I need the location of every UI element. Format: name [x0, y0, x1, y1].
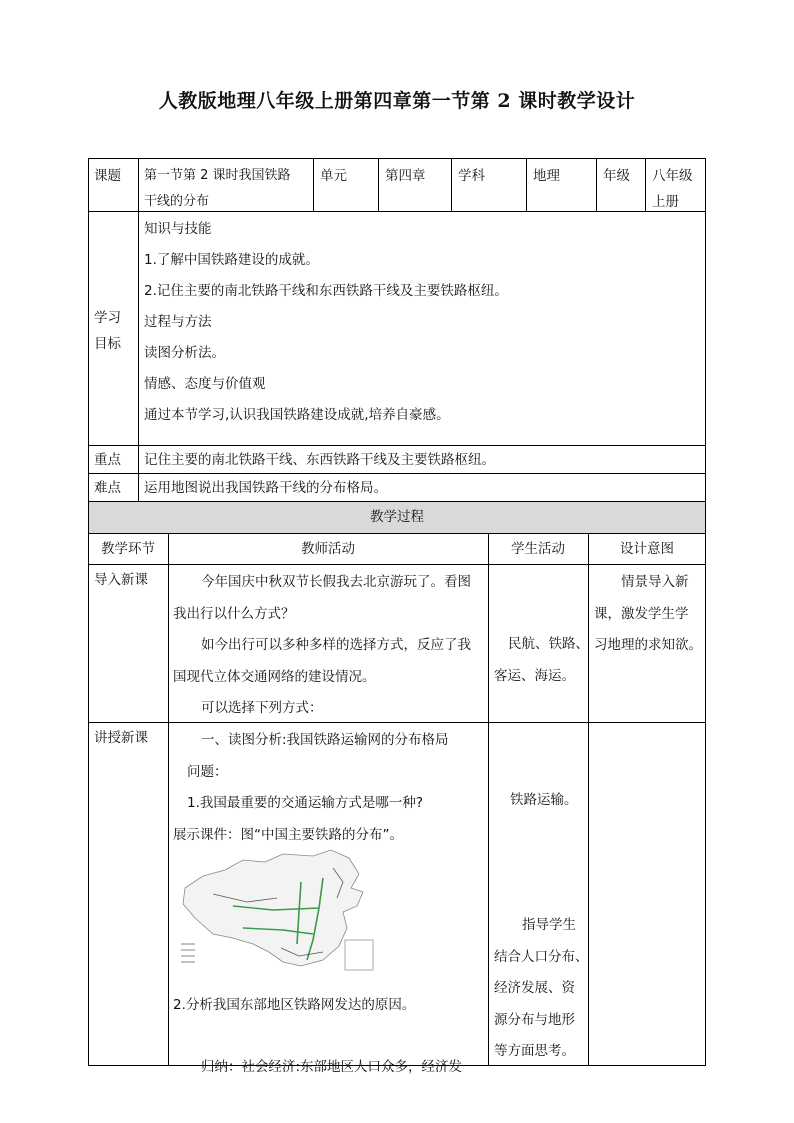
- col-stage-header: 教学环节: [101, 541, 155, 557]
- objective-line: 读图分析法。: [144, 345, 225, 361]
- lesson-student-line: 结合人口分布、: [494, 948, 589, 965]
- topic-value-line: 干线的分布: [144, 194, 210, 209]
- intro-teacher-line: 可以选择下列方式：: [201, 700, 323, 716]
- china-railway-map: [173, 848, 383, 976]
- lesson-teacher-line: 归纳：社会经济:东部地区人口众多，经济发: [201, 1059, 463, 1075]
- hline: [88, 564, 706, 565]
- lesson-teacher-line: 1.我国最重要的交通运输方式是哪一种?: [187, 795, 424, 811]
- vline: [705, 158, 706, 1066]
- objectives-label-line: 学习: [94, 310, 121, 326]
- objective-line: 2.记住主要的南北铁路干线和东西铁路干线及主要铁路枢纽。: [144, 283, 508, 299]
- objectives-content: [144, 214, 508, 431]
- col-teacher-header: 教师活动: [301, 541, 355, 557]
- subject-value: 地理: [533, 168, 560, 184]
- vline: [451, 158, 452, 211]
- objective-line: 知识与技能: [144, 221, 212, 237]
- hline: [88, 501, 706, 502]
- objective-line: 过程与方法: [144, 314, 212, 330]
- intro-student-line: 民航、铁路、: [508, 636, 589, 652]
- topic-value-line: 第一节第 2 课时我国铁路: [144, 168, 291, 183]
- south-sea-inset: [345, 940, 373, 970]
- key-point-label: 重点: [94, 452, 121, 468]
- grade-value: [652, 163, 693, 215]
- objectives-label-line: 目标: [94, 336, 121, 352]
- vline: [378, 158, 379, 211]
- process-header: 教学过程: [370, 509, 424, 525]
- intro-intent: [594, 567, 702, 662]
- hline: [88, 158, 706, 159]
- subject-label: 学科: [458, 168, 485, 184]
- intro-student: [494, 629, 589, 692]
- hline: [88, 533, 706, 534]
- topic-value: [144, 163, 291, 215]
- intro-teacher-line: 国现代立体交通网络的建设情况。: [173, 668, 376, 685]
- lesson-student-line: 等方面思考。: [494, 1043, 575, 1059]
- intro-teacher-line: 我出行以什么方式？: [173, 605, 295, 622]
- new-lesson-teacher-top: [173, 725, 485, 851]
- new-lesson-teacher-bottom: [173, 974, 485, 1098]
- objective-line: 1.了解中国铁路建设的成就。: [144, 252, 319, 268]
- grade-value-line: 八年级: [652, 168, 693, 184]
- lesson-teacher-line: 2.分析我国东部地区铁路网发达的原因。: [173, 997, 416, 1013]
- new-lesson-student-bottom: [494, 910, 589, 1068]
- page-title: 人教版地理八年级上册第四章第一节第 2 课时教学设计: [158, 90, 636, 112]
- topic-label: 课题: [94, 168, 121, 184]
- lesson-teacher-line: 问题：: [187, 763, 228, 780]
- hline: [88, 445, 706, 446]
- intro-intent-line: 习地理的求知欲。: [594, 637, 702, 653]
- intro-teacher: [173, 567, 485, 725]
- new-lesson-student-top: 铁路运输。: [510, 792, 578, 808]
- map-legend: [181, 944, 195, 962]
- vline: [313, 158, 314, 211]
- vline: [526, 158, 527, 211]
- grade-value-line: 上册: [652, 194, 679, 210]
- vline: [138, 158, 139, 501]
- unit-value: 第四章: [385, 168, 426, 184]
- vline: [488, 533, 489, 1066]
- intro-student-line: 客运、海运。: [494, 667, 575, 684]
- intro-teacher-line: 如今出行可以多种多样的选择方式，反应了我: [201, 637, 471, 653]
- lesson-teacher-line: 一、读图分析:我国铁路运输网的分布格局: [201, 732, 449, 748]
- difficulty-label: 难点: [94, 480, 121, 496]
- difficulty-value: 运用地图说出我国铁路干线的分布格局。: [144, 480, 387, 496]
- lesson-teacher-line: 展示课件：图“中国主要铁路的分布”。: [173, 826, 403, 843]
- key-point-value: 记住主要的南北铁路干线、东西铁路干线及主要铁路枢纽。: [144, 452, 495, 468]
- lesson-student-line: 指导学生: [522, 917, 576, 933]
- col-student-header: 学生活动: [511, 541, 565, 557]
- vline: [596, 158, 597, 211]
- grade-label: 年级: [603, 168, 630, 184]
- vline: [645, 158, 646, 211]
- objective-line: 情感、态度与价值观: [144, 376, 266, 392]
- unit-label: 单元: [320, 168, 347, 184]
- lesson-student-line: 经济发展、资: [494, 980, 575, 996]
- intro-teacher-line: 今年国庆中秋双节长假我去北京游玩了。看图: [201, 574, 471, 590]
- lesson-student-line: 源分布与地形: [494, 1011, 575, 1028]
- col-intent-header: 设计意图: [620, 541, 674, 557]
- objective-line: 通过本节学习,认识我国铁路建设成就,培养自豪感。: [144, 407, 450, 423]
- intro-intent-line: 情景导入新: [621, 574, 689, 590]
- vline: [88, 158, 89, 1066]
- intro-intent-line: 课，激发学生学: [594, 605, 689, 622]
- hline: [88, 473, 706, 474]
- china-outline: [183, 850, 363, 966]
- vline: [168, 533, 169, 1066]
- new-lesson-stage: 讲授新课: [94, 730, 148, 746]
- intro-stage: 导入新课: [94, 572, 148, 588]
- objectives-label: [94, 305, 121, 357]
